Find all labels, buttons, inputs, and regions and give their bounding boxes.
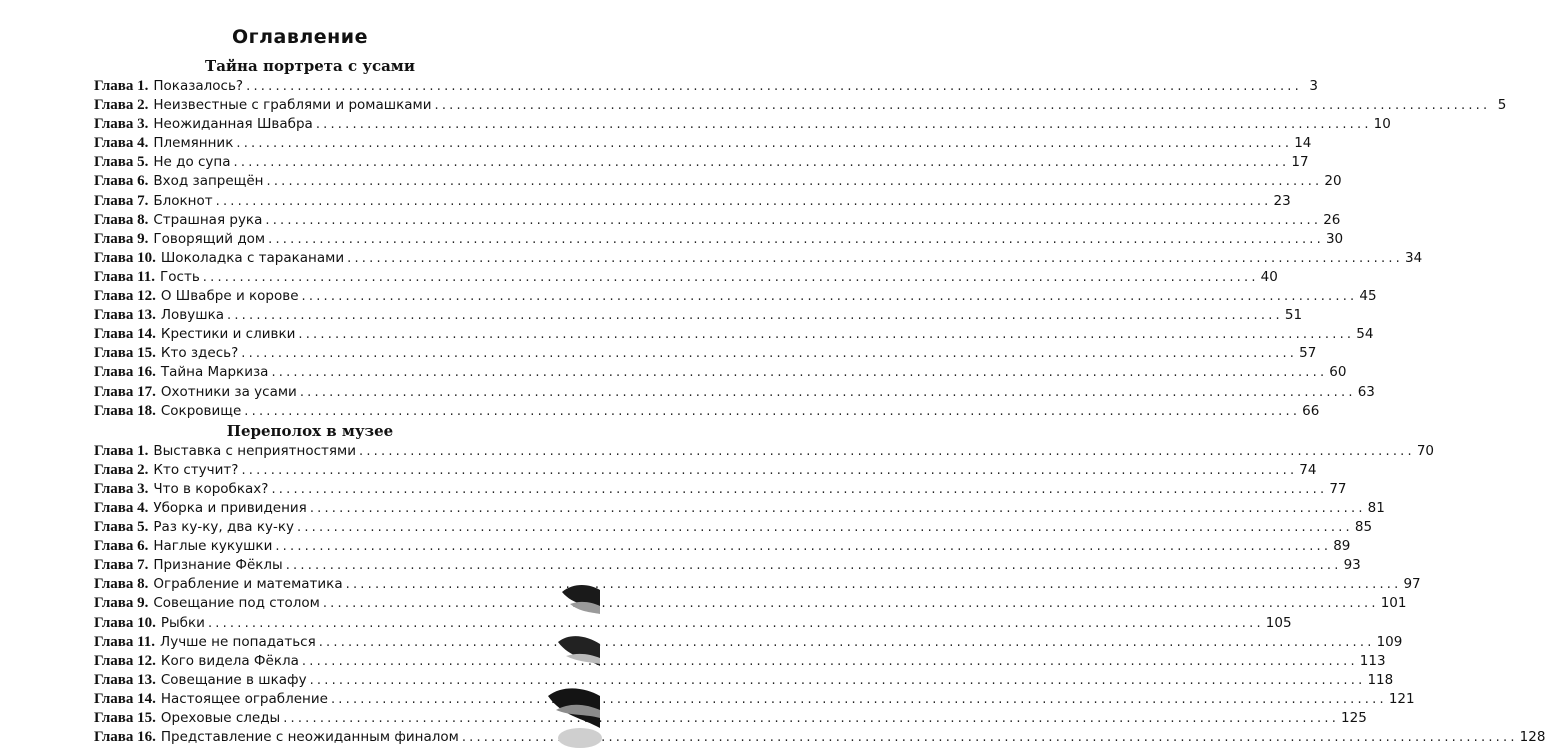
chapter-label: Глава 9. (94, 230, 149, 247)
toc-entry (94, 633, 1403, 652)
chapter-title: Неожиданная Швабра (153, 116, 313, 133)
toc-entry (94, 518, 1373, 537)
chapter-page-number: 57 (1299, 345, 1317, 362)
chapter-page-number: 125 (1341, 710, 1367, 726)
toc-entry (94, 153, 1309, 172)
chapter-page-number: 5 (1497, 97, 1507, 114)
chapter-label: Глава 8. (94, 211, 149, 228)
chapter-page-number: 81 (1367, 499, 1385, 516)
dot-leader (310, 671, 1366, 690)
chapter-page-number: 10 (1373, 116, 1391, 133)
chapter-title: Гость (160, 268, 200, 285)
toc-entry (94, 614, 1292, 633)
chapter-title: Ограбление и математика (153, 576, 343, 593)
chapter-label: Глава 14. (94, 690, 156, 707)
chapter-label: Глава 10. (94, 249, 156, 266)
toc-entry (94, 442, 1435, 461)
chapter-title: Настоящее ограбление (160, 690, 328, 707)
toc-entry (94, 249, 1423, 268)
chapter-page-number: 20 (1324, 173, 1342, 190)
chapter-title: Не до супа (153, 154, 231, 171)
toc-entry (94, 363, 1347, 382)
dot-leader (302, 287, 1358, 306)
chapter-label: Глава 15. (94, 710, 156, 726)
chapter-label: Глава 5. (94, 519, 149, 536)
chapter-label: Глава 9. (94, 595, 149, 612)
chapter-label: Глава 2. (94, 461, 149, 478)
chapter-page-number: 54 (1356, 326, 1374, 343)
chapter-page-number: 51 (1284, 307, 1303, 324)
chapter-label: Глава 7. (94, 557, 149, 574)
toc-entry (94, 556, 1361, 575)
chapter-label: Глава 4. (94, 499, 149, 516)
dot-leader (241, 461, 1297, 480)
chapter-label: Глава 14. (94, 326, 156, 343)
chapter-title: Раз ку-ку, два ку-ку (153, 519, 295, 536)
decorative-margin-illustration (540, 570, 600, 750)
chapter-title: Совещание в шкафу (160, 671, 307, 688)
chapter-label: Глава 2. (94, 97, 149, 114)
dot-leader (203, 268, 1259, 287)
dot-leader (271, 480, 1327, 499)
chapter-label: Глава 4. (94, 135, 149, 152)
chapter-title: Ореховые следы (160, 710, 281, 726)
chapter-label: Глава 16. (94, 364, 156, 381)
dot-leader (246, 77, 1302, 96)
toc-entry (94, 402, 1320, 421)
chapter-page-number: 85 (1354, 519, 1373, 536)
toc-entry (94, 230, 1344, 249)
toc-entry (94, 96, 1507, 115)
toc-entry (94, 172, 1342, 191)
chapter-title: Лучше не попадаться (160, 633, 316, 650)
chapter-page-number: 66 (1302, 402, 1320, 419)
chapter-title: Блокнот (153, 192, 213, 209)
toc-entry (94, 134, 1312, 153)
chapter-page-number: 63 (1357, 383, 1375, 400)
chapter-page-number: 60 (1329, 364, 1347, 381)
chapter-title: Шоколадка с тараканами (160, 249, 345, 266)
toc-entry (94, 461, 1317, 480)
dot-leader (244, 402, 1300, 421)
chapter-label: Глава 11. (94, 268, 156, 285)
chapter-title: Кто здесь? (160, 345, 239, 362)
chapter-page-number: 74 (1299, 461, 1317, 478)
chapter-label: Глава 10. (94, 614, 156, 631)
chapter-page-number: 45 (1359, 288, 1377, 305)
chapter-page-number: 128 (1519, 729, 1545, 746)
toc-entry (94, 537, 1351, 556)
chapter-page-number: 101 (1380, 595, 1407, 612)
chapter-label: Глава 17. (94, 383, 156, 400)
chapter-title: Представление с неожиданным финалом (160, 729, 459, 746)
chapter-title: Страшная рука (153, 211, 263, 228)
dot-leader (302, 652, 1358, 671)
dot-leader (236, 134, 1292, 153)
chapter-page-number: 109 (1376, 633, 1403, 650)
toc-entry (94, 383, 1375, 402)
chapter-title: Что в коробках? (153, 480, 269, 497)
dot-leader (319, 633, 1375, 652)
chapter-label: Глава 6. (94, 173, 149, 190)
chapter-title: Совещание под столом (153, 595, 320, 612)
chapter-page-number: 93 (1343, 557, 1361, 574)
chapter-page-number: 40 (1260, 268, 1278, 285)
toc-entry (94, 306, 1303, 325)
chapter-page-number: 121 (1388, 690, 1415, 707)
chapter-page-number: 3 (1309, 78, 1318, 94)
chapter-title: Наглые кукушки (153, 538, 273, 555)
chapter-label: Глава 3. (94, 116, 149, 133)
dot-leader (271, 363, 1327, 382)
chapter-page-number: 26 (1323, 211, 1341, 228)
chapter-title: О Швабре и корове (160, 288, 299, 305)
part-title: Переполох в музее (226, 421, 394, 440)
chapter-label: Глава 5. (94, 154, 149, 171)
dot-leader (216, 192, 1272, 211)
table-of-contents (94, 56, 1545, 747)
toc-entry (94, 709, 1367, 728)
chapter-list (94, 442, 1545, 748)
toc-entry (94, 728, 1545, 747)
chapter-title: Вход запрещён (153, 173, 264, 190)
chapter-page-number: 70 (1416, 442, 1435, 459)
toc-entry (94, 690, 1415, 709)
chapter-title: Тайна Маркиза (160, 364, 269, 381)
dot-leader (434, 96, 1490, 115)
dot-leader (462, 728, 1518, 747)
dot-leader (346, 575, 1402, 594)
chapter-title: Кого видела Фёкла (160, 652, 299, 669)
dot-leader (310, 499, 1366, 518)
chapter-page-number: 14 (1294, 135, 1312, 152)
chapter-label: Глава 8. (94, 576, 149, 593)
chapter-page-number: 113 (1359, 652, 1386, 669)
toc-entry (94, 192, 1291, 211)
toc-entry (94, 671, 1394, 690)
dot-leader (268, 230, 1324, 249)
chapter-title: Уборка и привидения (153, 499, 307, 516)
chapter-title: Выставка с неприятностями (153, 442, 356, 459)
dot-leader (275, 537, 1331, 556)
dot-leader (241, 344, 1297, 363)
chapter-title: Рыбки (160, 614, 205, 631)
chapter-title: Показалось? (153, 78, 244, 94)
toc-entry (94, 480, 1347, 499)
chapter-title: Говорящий дом (153, 230, 266, 247)
dot-leader (234, 153, 1290, 172)
chapter-title: Кто стучит? (153, 461, 239, 478)
dot-leader (316, 115, 1372, 134)
toc-entry (94, 575, 1421, 594)
dot-leader (265, 211, 1321, 230)
chapter-label: Глава 7. (94, 192, 149, 209)
chapter-page-number: 77 (1329, 480, 1347, 497)
chapter-page-number: 30 (1325, 230, 1344, 247)
dot-leader (286, 556, 1342, 575)
chapter-title: Охотники за усами (160, 383, 297, 400)
toc-entry (94, 594, 1407, 613)
dot-leader (297, 518, 1353, 537)
chapter-label: Глава 11. (94, 633, 156, 650)
dot-leader (347, 249, 1403, 268)
chapter-page-number: 89 (1333, 538, 1351, 555)
chapter-label: Глава 13. (94, 307, 156, 324)
toc-entry (94, 652, 1386, 671)
chapter-title: Признание Фёклы (153, 557, 283, 574)
chapter-page-number: 118 (1367, 671, 1394, 688)
chapter-title: Племянник (153, 135, 234, 152)
chapter-title: Ловушка (160, 307, 225, 324)
chapter-page-number: 17 (1291, 154, 1309, 171)
chapter-label: Глава 3. (94, 480, 149, 497)
dot-leader (298, 325, 1354, 344)
chapter-label: Глава 16. (94, 729, 156, 746)
dot-leader (331, 690, 1387, 709)
toc-entry (94, 77, 1318, 96)
toc-entry (94, 325, 1374, 344)
page-title: Оглавление (232, 26, 368, 48)
chapter-title: Сокровище (160, 402, 242, 419)
chapter-label: Глава 12. (94, 652, 156, 669)
toc-part (94, 56, 1507, 421)
chapter-title: Крестики и сливки (160, 326, 296, 343)
toc-entry (94, 268, 1278, 287)
chapter-page-number: 97 (1403, 576, 1421, 593)
dot-leader (283, 709, 1339, 728)
chapter-label: Глава 13. (94, 671, 156, 688)
dot-leader (227, 306, 1283, 325)
toc-entry (94, 344, 1317, 363)
chapter-label: Глава 15. (94, 345, 156, 362)
chapter-label: Глава 18. (94, 402, 156, 419)
part-title: Тайна портрета с усами (205, 57, 415, 75)
chapter-label: Глава 1. (94, 78, 149, 94)
chapter-label: Глава 1. (94, 442, 149, 459)
toc-entry (94, 211, 1341, 230)
chapter-page-number: 34 (1404, 249, 1423, 266)
toc-body (94, 56, 1545, 747)
toc-part (94, 421, 1545, 748)
dot-leader (359, 442, 1415, 461)
chapter-label: Глава 12. (94, 288, 156, 305)
chapter-page-number: 105 (1265, 614, 1292, 631)
chapter-title: Неизвестные с граблями и ромашками (153, 97, 432, 114)
dot-leader (208, 614, 1264, 633)
chapter-label: Глава 6. (94, 538, 149, 555)
dot-leader (300, 383, 1356, 402)
toc-entry (94, 287, 1377, 306)
chapter-page-number: 23 (1273, 192, 1291, 209)
dot-leader (267, 172, 1323, 191)
dot-leader (323, 594, 1379, 613)
toc-entry (94, 115, 1391, 134)
toc-entry (94, 499, 1385, 518)
chapter-list (94, 77, 1507, 421)
